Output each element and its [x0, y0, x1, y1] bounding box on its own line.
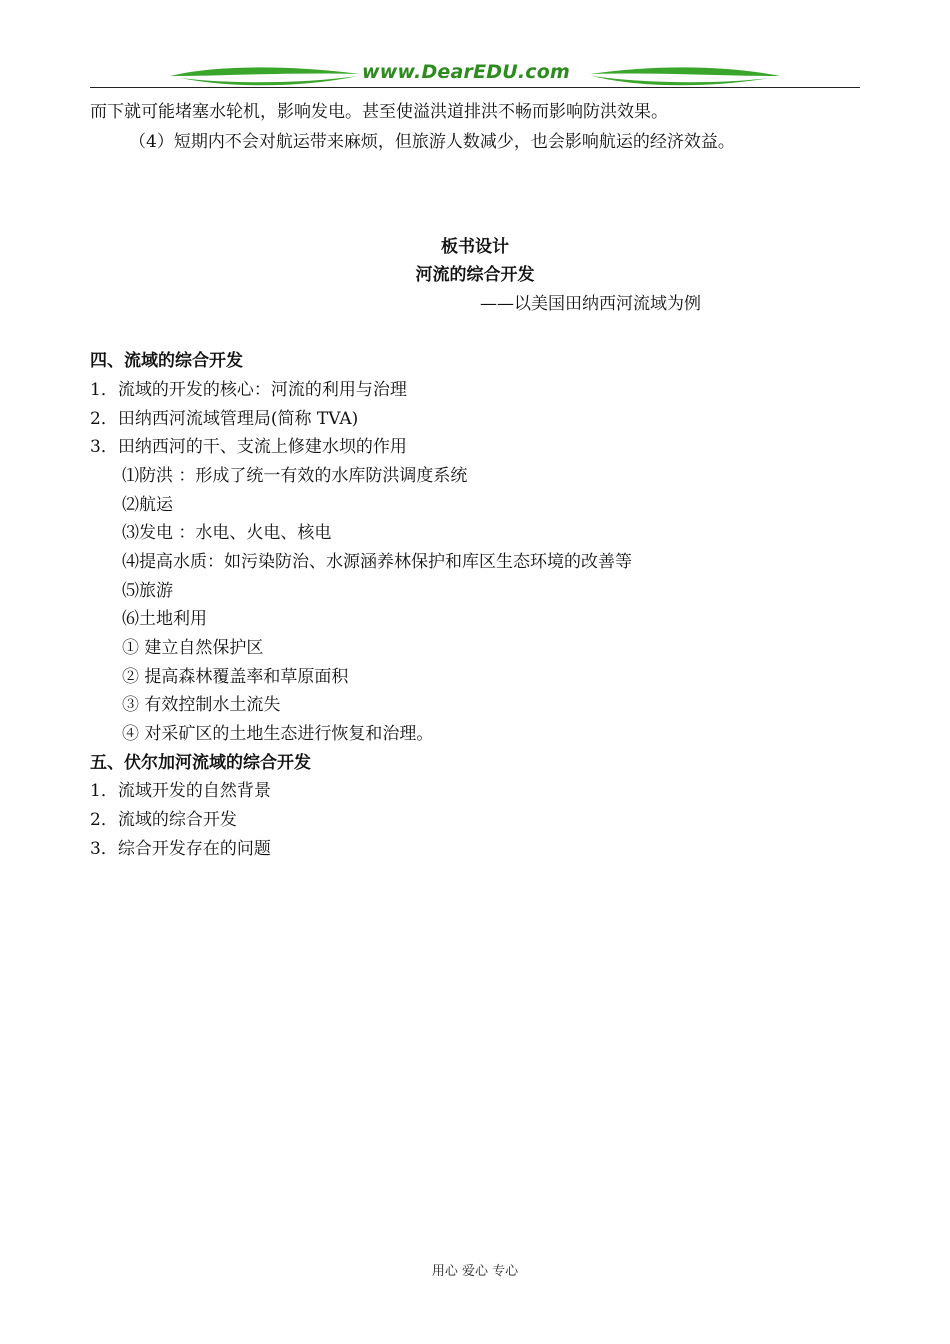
section-4-subitem: ② 提高森林覆盖率和草原面积: [122, 667, 349, 687]
section-4-item: 3．田纳西河的干、支流上修建水坝的作用: [90, 437, 407, 457]
left-swoosh-decoration: [170, 64, 360, 88]
section-4-subitem: ⑴防洪 ：形成了统一有效的水库防洪调度系统: [122, 466, 468, 486]
site-logo-text: www.DearEDU.com: [362, 61, 571, 83]
board-title: 河流的综合开发: [415, 265, 535, 285]
section-4-item: 2．田纳西河流域管理局(简称 TVA): [90, 409, 359, 429]
section-5-heading: 五、伏尔加河流域的综合开发: [90, 753, 311, 773]
section-4-item: 1．流域的开发的核心：河流的利用与治理: [90, 380, 407, 400]
right-swoosh-decoration: [590, 64, 780, 88]
section-4-subitem: ⑷提高水质：如污染防治、水源涵养林保护和库区生态环境的改善等: [122, 552, 632, 572]
section-4-heading: 四、流域的综合开发: [90, 351, 243, 371]
section-4-subitem: ③ 有效控制水土流失: [122, 695, 281, 715]
section-4-subitem: ④ 对采矿区的土地生态进行恢复和治理。: [122, 724, 434, 744]
intro-line-2: （4）短期内不会对航运带来麻烦，但旅游人数减少，也会影响航运的经济效益。: [129, 132, 735, 152]
section-5-item: 3．综合开发存在的问题: [90, 839, 271, 859]
section-4-subitem: ⑸旅游: [122, 581, 173, 601]
intro-line-1: 而下就可能堵塞水轮机，影响发电。甚至使溢洪道排洪不畅而影响防洪效果。: [90, 102, 668, 122]
section-4-subitem: ⑶发电 ：水电、火电、核电: [122, 523, 332, 543]
section-5-item: 2．流域的综合开发: [90, 810, 237, 830]
section-4-subitem: ⑹土地利用: [122, 609, 207, 629]
section-5-item: 1．流域开发的自然背景: [90, 781, 271, 801]
header-rule: [90, 87, 860, 88]
section-4-subitem: ⑵航运: [122, 495, 173, 515]
board-heading: 板书设计: [441, 237, 509, 257]
section-4-subitem: ① 建立自然保护区: [122, 638, 264, 658]
board-subtitle: ——以美国田纳西河流域为例: [480, 294, 701, 314]
page-footer: 用心 爱心 专心: [431, 1264, 519, 1279]
